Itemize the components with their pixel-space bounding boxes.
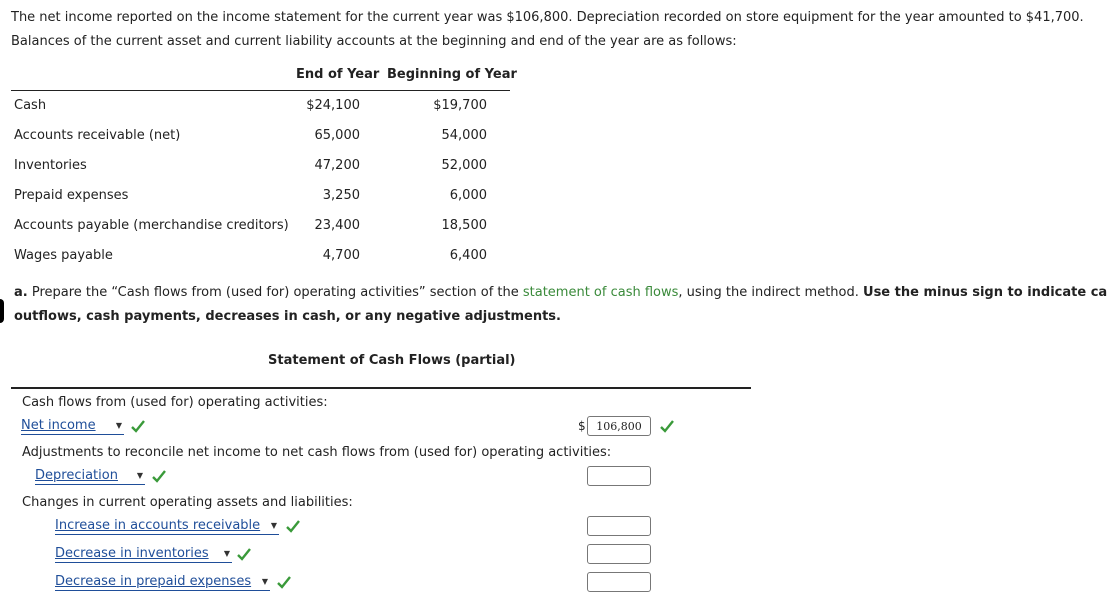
prepaid-expenses-amount-input[interactable] [587,572,651,592]
question-text-2: , using the indirect method. [678,285,864,300]
row-begin-value: 52,000 [441,158,487,173]
inventories-amount-input[interactable] [587,544,651,564]
row-label: Inventories [14,158,87,173]
change-dropdown-accounts-receivable[interactable] [55,518,279,535]
question-line-1 [14,285,1107,300]
intro-line-1: The net income reported on the income statement for the current year was $106,800. Depreciation recorded on store equipment for the year amounted to $41,700. [11,10,1084,25]
question-instruction-bold: Use the minus sign to indicate ca [863,285,1107,300]
row-label: Prepaid expenses [14,188,129,203]
header-beginning-of-year: Beginning of Year [387,67,517,82]
question-marker [0,299,4,323]
depreciation-dropdown[interactable] [35,468,145,485]
row-end-value: $24,100 [306,98,360,113]
chevron-down-icon: ▼ [270,521,277,530]
row-label: Wages payable [14,248,113,263]
row-begin-value: 6,000 [449,188,487,203]
row-begin-value: 6,400 [449,248,487,263]
checkmark-icon [151,468,167,484]
depreciation-amount-input[interactable] [587,466,651,486]
chevron-down-icon: ▼ [261,577,268,586]
change-selected: Decrease in prepaid expenses [55,574,252,589]
changes-label: Changes in current operating assets and liabilities: [22,495,353,510]
currency-symbol: $ [578,419,586,433]
row-end-value: 4,700 [322,248,360,263]
checkmark-icon [276,574,292,590]
chevron-down-icon: ▼ [223,549,230,558]
net-income-dropdown[interactable] [21,418,124,435]
row-end-value: 65,000 [314,128,360,143]
question-line-2: outflows, cash payments, decreases in cash, or any negative adjustments. [14,309,561,324]
adjustments-label: Adjustments to reconcile net income to net cash flows from (used for) operating activities: [22,445,612,460]
change-dropdown-prepaid-expenses[interactable] [55,574,270,591]
change-dropdown-inventories[interactable] [55,546,232,563]
checkmark-icon [285,518,301,534]
net-income-amount-input[interactable]: 106,800 [587,416,651,436]
row-label: Cash [14,98,47,113]
chevron-down-icon: ▼ [115,421,122,430]
row-label: Accounts receivable (net) [14,128,181,143]
question-prefix: a. [14,285,28,300]
question-text-1: Prepare the “Cash flows from (used for) operating activities” section of the [27,285,523,300]
statement-of-cash-flows-link[interactable]: statement of cash flows [522,285,679,300]
intro-line-2: Balances of the current asset and current liability accounts at the beginning and end of the year are as follows: [11,34,737,49]
checkmark-icon [659,418,675,434]
checkmark-icon [236,546,252,562]
row-begin-value: 54,000 [441,128,487,143]
change-selected: Decrease in inventories [55,546,209,561]
row-label: Accounts payable (merchandise creditors) [14,218,289,233]
row-begin-value: $19,700 [433,98,487,113]
statement-rule [11,387,751,389]
checkmark-icon [130,418,146,434]
row-end-value: 3,250 [322,188,360,203]
accounts-receivable-amount-input[interactable] [587,516,651,536]
chevron-down-icon: ▼ [136,471,143,480]
row-end-value: 23,400 [314,218,360,233]
depreciation-selected: Depreciation [35,468,118,483]
net-income-selected: Net income [21,418,96,433]
header-end-of-year: End of Year [296,67,380,82]
change-selected: Increase in accounts receivable [55,518,261,533]
table-header-rule [11,90,510,91]
row-end-value: 47,200 [314,158,360,173]
section-label: Cash flows from (used for) operating activities: [22,395,328,410]
row-begin-value: 18,500 [441,218,487,233]
statement-title: Statement of Cash Flows (partial) [268,353,516,368]
